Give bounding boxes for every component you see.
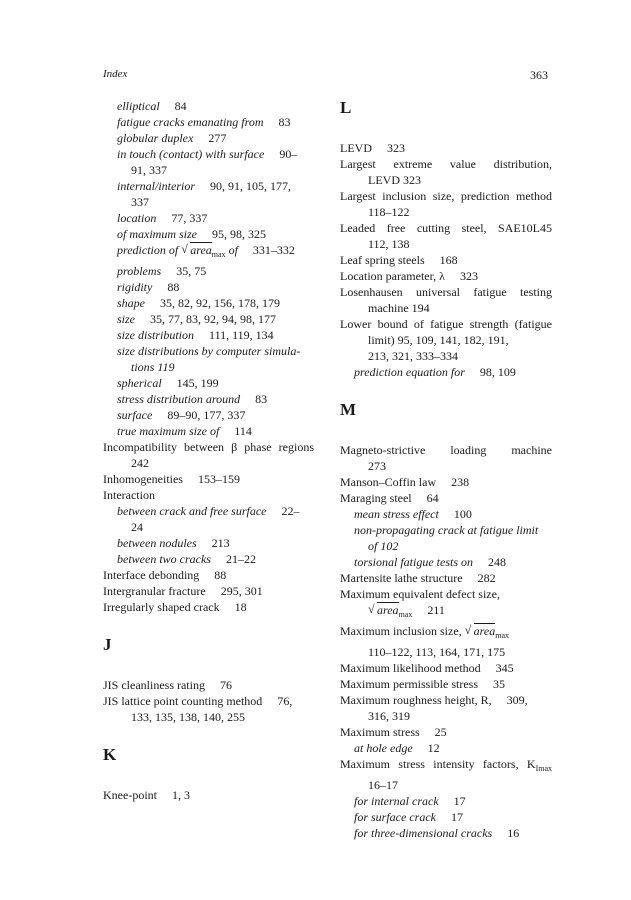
index-pages-continued: tions 119: [131, 360, 175, 374]
index-term: true maximum size of: [117, 424, 220, 438]
index-pages: 64: [426, 491, 439, 505]
index-pages: 84: [174, 99, 187, 113]
index-pages: 35, 82, 92, 156, 178, 179: [160, 296, 280, 310]
index-pages: 90–: [279, 147, 298, 161]
index-entry: [340, 284, 552, 316]
index-term: surface: [117, 408, 153, 422]
index-term: shape: [117, 296, 145, 310]
index-term: of maximum size: [117, 227, 197, 241]
index-pages: 331–332: [252, 243, 295, 257]
index-term: Incompatibility between β phase regions: [103, 440, 314, 454]
index-entry: [340, 316, 552, 364]
index-subentry: [103, 98, 314, 114]
running-header-title: Index: [103, 68, 128, 80]
index-entry: [103, 583, 314, 599]
index-entry: [340, 623, 552, 660]
index-subentry: [340, 522, 552, 554]
index-pages: 88: [167, 280, 180, 294]
index-subentry: [103, 295, 314, 311]
index-entry: [103, 599, 314, 615]
index-entry: [340, 724, 552, 740]
page-number: 363: [530, 68, 548, 82]
index-term: globular duplex: [117, 131, 194, 145]
index-pages-continued: 112, 138: [368, 237, 410, 251]
index-term: torsional fatigue tests on: [354, 555, 474, 569]
index-entry: [340, 490, 552, 506]
index-subentry: [340, 554, 552, 570]
index-term: Maximum stress: [340, 725, 420, 739]
index-term: Intergranular fracture: [103, 584, 206, 598]
index-subentry: [103, 210, 314, 226]
index-pages: 323: [459, 269, 478, 283]
section-letter-heading: J: [103, 635, 112, 654]
index-subentry: [103, 423, 314, 439]
index-subentry: [103, 535, 314, 551]
index-subentry: [340, 825, 552, 841]
index-subentry: [340, 740, 552, 756]
index-entry: [340, 692, 552, 724]
subscript: max: [211, 250, 226, 259]
sqrt-radicand: area: [190, 243, 212, 257]
index-term: JIS cleanliness rating: [103, 678, 205, 692]
index-term: of: [228, 243, 238, 257]
index-subentry: [340, 506, 552, 522]
index-subentry: [103, 375, 314, 391]
index-subentry: [103, 130, 314, 146]
index-term: prediction equation for: [354, 365, 465, 379]
index-term: Maximum permissible stress: [340, 677, 478, 691]
index-column-right: [340, 98, 552, 841]
index-term: fatigue cracks emanating from: [117, 115, 264, 129]
index-pages: 35, 75: [176, 264, 207, 278]
index-term: between crack and free surface: [117, 504, 267, 518]
index-subentry: [340, 793, 552, 809]
index-pages-continued: 273: [368, 459, 386, 473]
index-subentry: [103, 407, 314, 423]
index-term: elliptical: [117, 99, 160, 113]
section-letter-heading: K: [103, 745, 117, 764]
index-entry: [340, 268, 552, 284]
index-subentry: [103, 391, 314, 407]
index-pages-continued: 133, 135, 138, 140, 255: [131, 710, 245, 724]
index-term: problems: [117, 264, 162, 278]
index-term: Interaction: [103, 488, 155, 502]
index-subentry: [103, 551, 314, 567]
index-pages: 83: [278, 115, 291, 129]
index-pages: 21–22: [225, 552, 256, 566]
subscript: max: [495, 631, 509, 640]
index-pages: 17: [450, 810, 463, 824]
sqrt-area-symbol: [465, 623, 509, 644]
index-pages: 168: [439, 253, 458, 267]
index-term: size: [117, 312, 135, 326]
index-pages-continued: 118–122: [368, 205, 410, 219]
index-entry: [340, 220, 552, 252]
index-term: in touch (contact) with surface: [117, 147, 265, 161]
index-entry: [103, 567, 314, 583]
index-term: JIS lattice point counting method: [103, 694, 263, 708]
index-pages-continued: LEVD 323: [368, 173, 421, 187]
index-subentry: [103, 114, 314, 130]
index-term: for surface crack: [354, 810, 436, 824]
index-pages: 17: [453, 794, 466, 808]
index-pages: 95, 98, 325: [212, 227, 266, 241]
index-term: Leaded free cutting steel, SAE10L45: [340, 221, 552, 235]
index-pages: 213: [211, 536, 230, 550]
section-letter-heading: L: [340, 98, 352, 117]
index-subentry: [103, 279, 314, 295]
index-entry: [340, 442, 552, 474]
index-pages: 295, 301: [220, 584, 263, 598]
index-entry: [340, 188, 552, 220]
index-term: Location parameter, λ: [340, 269, 445, 283]
index-pages: 12: [427, 741, 440, 755]
index-term: size distribution: [117, 328, 195, 342]
index-term: non-propagating crack at fatigue limit: [354, 523, 539, 537]
index-pages: 76,: [277, 694, 293, 708]
index-pages: 83: [255, 392, 268, 406]
index-pages: 114: [234, 424, 252, 438]
index-term: Inhomogeneities: [103, 472, 183, 486]
index-entry: [340, 140, 552, 156]
index-pages: 90, 91, 105, 177,: [210, 179, 291, 193]
index-term: Maraging steel: [340, 491, 412, 505]
index-pages: 18: [234, 600, 247, 614]
sqrt-radicand: area: [473, 624, 496, 638]
index-pages: 98, 109: [479, 365, 516, 379]
index-term: Interface debonding: [103, 568, 200, 582]
index-term: at hole edge: [354, 741, 413, 755]
index-subentry: [103, 343, 314, 375]
index-entry: [340, 474, 552, 490]
index-entry: [103, 693, 314, 725]
index-pages-continued: 337: [131, 195, 149, 209]
index-entry: [340, 676, 552, 692]
index-subentry: [340, 364, 552, 380]
index-term: location: [117, 211, 157, 225]
index-subentry: [103, 242, 314, 263]
subscript: max: [398, 610, 413, 619]
index-pages: 88: [214, 568, 227, 582]
index-pages-continued: 242: [131, 456, 149, 470]
sqrt-radicand: area: [377, 603, 399, 617]
index-term: rigidity: [117, 280, 153, 294]
index-term: spherical: [117, 376, 162, 390]
index-pages: 282: [477, 571, 496, 585]
subscript: Imax: [535, 764, 552, 773]
index-term: Maximum stress intensity factors, K: [340, 757, 536, 771]
index-pages-continued: 316, 319: [368, 709, 410, 723]
index-term: Maximum equivalent defect size,: [340, 587, 500, 601]
index-pages: 16: [507, 826, 520, 840]
index-pages: 238: [451, 475, 470, 489]
index-pages: 145, 199: [176, 376, 219, 390]
index-term: size distributions by computer simula-: [117, 344, 301, 358]
index-entry: [103, 487, 314, 503]
index-pages: 35, 77, 83, 92, 94, 98, 177: [150, 312, 276, 326]
section-letter-heading: M: [340, 400, 357, 419]
index-pages-continued: 24: [131, 520, 143, 534]
index-pages-continued: 16–17: [368, 778, 398, 792]
index-pages: 89–90, 177, 337: [167, 408, 246, 422]
index-pages: 248: [488, 555, 507, 569]
index-pages: 76: [219, 678, 232, 692]
index-pages: 111, 119, 134: [209, 328, 274, 342]
index-pages-continued: 91, 337: [131, 163, 167, 177]
index-entry: [103, 677, 314, 693]
index-term: for internal crack: [354, 794, 439, 808]
index-term: Maximum likelihood method: [340, 661, 481, 675]
index-pages-continued: 110–122, 113, 164, 171, 175: [368, 645, 506, 659]
index-entry: [340, 156, 552, 188]
index-entry: [103, 439, 314, 471]
index-entry: [340, 252, 552, 268]
index-entry: [340, 586, 552, 623]
index-pages: 1, 3: [171, 788, 190, 802]
index-pages: 323: [387, 141, 405, 155]
index-pages: 277: [208, 131, 227, 145]
index-term: stress distribution around: [117, 392, 241, 406]
index-term: LEVD: [340, 141, 372, 155]
index-subentry: [103, 263, 314, 279]
index-pages-continued: limit) 95, 109, 141, 182, 191,: [368, 333, 509, 347]
index-subentry: [103, 311, 314, 327]
index-term: for three-dimensional cracks: [354, 826, 493, 840]
index-pages: 309,: [506, 693, 528, 707]
index-term: Lower bound of fatigue strength (fatigue: [340, 317, 552, 331]
index-pages: 211: [427, 603, 445, 617]
index-entry: [340, 756, 552, 793]
index-entry: [103, 787, 314, 803]
index-term: Maximum roughness height, R,: [340, 693, 492, 707]
index-term: between two cracks: [117, 552, 211, 566]
index-term: Magneto-strictive loading machine: [340, 443, 552, 457]
index-subentry: [103, 178, 314, 210]
index-pages-continued: 213, 321, 333–334: [368, 349, 458, 363]
sqrt-area-symbol: [368, 602, 412, 623]
index-entry: [103, 471, 314, 487]
index-term: Knee-point: [103, 788, 157, 802]
index-term: Losenhausen universal fatigue testing: [340, 285, 552, 299]
index-term: prediction of: [117, 243, 179, 257]
index-pages: 153–159: [197, 472, 240, 486]
index-term: Maximum inclusion size,: [340, 624, 462, 638]
index-term: mean stress effect: [354, 507, 439, 521]
index-subentry: [103, 503, 314, 535]
index-pages: 77, 337: [171, 211, 208, 225]
index-pages: 345: [495, 661, 514, 675]
index-term: Irregularly shaped crack: [103, 600, 220, 614]
index-term: Martensite lathe structure: [340, 571, 463, 585]
index-term: Largest extreme value distribution,: [340, 157, 552, 171]
sqrt-area-symbol: [181, 242, 225, 263]
index-pages: 35: [493, 677, 505, 691]
index-pages-continued: machine 194: [368, 301, 430, 315]
index-term: between nodules: [117, 536, 197, 550]
index-term: internal/interior: [117, 179, 195, 193]
index-subentry: [103, 146, 314, 178]
index-term: Largest inclusion size, prediction method: [340, 189, 552, 203]
index-term: Manson–Coffin law: [340, 475, 437, 489]
index-entry: [340, 660, 552, 676]
index-pages-continued: of 102: [368, 539, 399, 553]
index-entry: [340, 570, 552, 586]
index-subentry: [103, 226, 314, 242]
index-pages: 25: [434, 725, 447, 739]
index-pages: 22–: [281, 504, 300, 518]
index-pages: 100: [453, 507, 472, 521]
index-subentry: [103, 327, 314, 343]
index-column-left: [103, 98, 314, 803]
index-term: Leaf spring steels: [340, 253, 425, 267]
index-subentry: [340, 809, 552, 825]
